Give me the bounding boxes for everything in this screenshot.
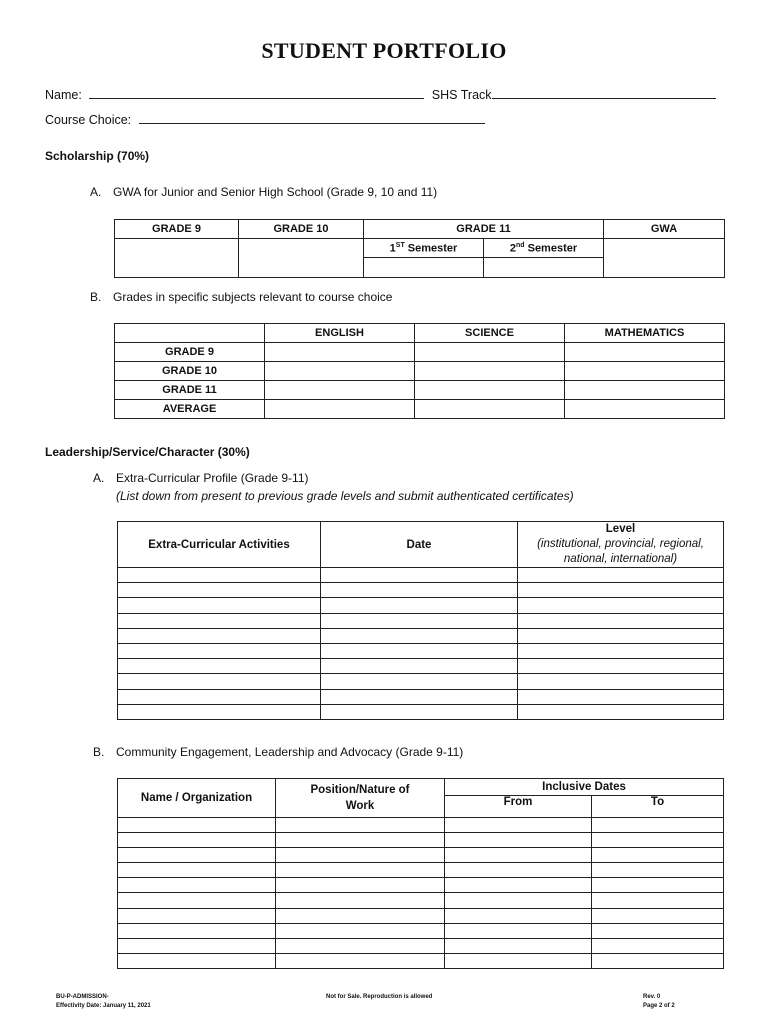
gwa-section-letter: A. xyxy=(90,185,102,199)
extracurricular-cell[interactable] xyxy=(518,704,724,719)
extracurricular-col-level-note: (institutional, provincial, regional, national, international) xyxy=(537,538,704,565)
community-cell[interactable] xyxy=(592,938,724,953)
scholarship-heading: Scholarship (70%) xyxy=(45,149,150,163)
extracurricular-cell[interactable] xyxy=(518,689,724,704)
community-cell[interactable] xyxy=(118,953,276,968)
community-row xyxy=(118,848,724,863)
subjects-cell[interactable] xyxy=(265,400,415,419)
subjects-cell[interactable] xyxy=(265,381,415,400)
community-row xyxy=(118,893,724,908)
subjects-row-label: GRADE 9 xyxy=(115,343,265,362)
community-cell[interactable] xyxy=(118,893,276,908)
extracurricular-cell[interactable] xyxy=(321,583,518,598)
community-cell[interactable] xyxy=(445,833,592,848)
community-cell[interactable] xyxy=(592,923,724,938)
subjects-corner-cell xyxy=(115,324,265,343)
extracurricular-cell[interactable] xyxy=(118,598,321,613)
extracurricular-cell[interactable] xyxy=(518,628,724,643)
shs-track-label: SHS Track xyxy=(431,88,492,102)
extracurricular-cell[interactable] xyxy=(321,674,518,689)
gwa-section-title xyxy=(90,185,437,199)
community-row xyxy=(118,923,724,938)
name-label: Name: xyxy=(45,88,82,102)
extracurricular-col-activities: Extra-Curricular Activities xyxy=(118,522,321,568)
subjects-cell[interactable] xyxy=(565,400,725,419)
extracurricular-section-title xyxy=(93,471,309,485)
community-cell[interactable] xyxy=(445,848,592,863)
community-row xyxy=(118,908,724,923)
extracurricular-cell[interactable] xyxy=(321,704,518,719)
extracurricular-row xyxy=(118,628,724,643)
community-row xyxy=(118,818,724,833)
extracurricular-section-text: Extra-Curricular Profile (Grade 9-11) xyxy=(116,471,309,485)
subjects-cell[interactable] xyxy=(415,400,565,419)
extracurricular-rows xyxy=(118,568,724,720)
extracurricular-cell[interactable] xyxy=(321,643,518,658)
gwa-col-sem2: 2nd Semester xyxy=(484,239,604,258)
subjects-col-english: ENGLISH xyxy=(265,324,415,343)
gwa-col-grade10: GRADE 10 xyxy=(239,220,364,239)
footer-revision: Rev. 0 xyxy=(643,994,661,1000)
subjects-cell[interactable] xyxy=(415,362,565,381)
community-cell[interactable] xyxy=(276,818,445,833)
subjects-col-science: SCIENCE xyxy=(415,324,565,343)
extracurricular-cell[interactable] xyxy=(118,674,321,689)
subjects-section-title xyxy=(90,290,392,304)
community-cell[interactable] xyxy=(445,923,592,938)
gwa-col-gwa: GWA xyxy=(604,220,725,239)
leadership-heading: Leadership/Service/Character (30%) xyxy=(45,445,250,459)
community-rows xyxy=(118,818,724,969)
subjects-cell[interactable] xyxy=(415,343,565,362)
extracurricular-row xyxy=(118,643,724,658)
subjects-row-label: GRADE 10 xyxy=(115,362,265,381)
course-choice-label: Course Choice: xyxy=(45,113,132,127)
community-cell[interactable] xyxy=(445,818,592,833)
extracurricular-col-date: Date xyxy=(321,522,518,568)
gwa-cell-gwa[interactable] xyxy=(604,239,725,278)
extracurricular-section-letter: A. xyxy=(93,471,105,485)
extracurricular-cell[interactable] xyxy=(118,659,321,674)
extracurricular-cell[interactable] xyxy=(518,613,724,628)
community-cell[interactable] xyxy=(592,863,724,878)
extracurricular-row xyxy=(118,704,724,719)
subjects-cell[interactable] xyxy=(565,343,725,362)
shs-track-field[interactable] xyxy=(492,87,716,99)
gwa-cell-sem2[interactable] xyxy=(484,258,604,278)
community-section-text: Community Engagement, Leadership and Advocacy (Grade 9-11) xyxy=(116,745,464,759)
community-cell[interactable] xyxy=(118,923,276,938)
community-cell[interactable] xyxy=(592,893,724,908)
name-field[interactable] xyxy=(89,87,424,99)
community-col-from: From xyxy=(445,796,592,818)
community-cell[interactable] xyxy=(445,863,592,878)
extracurricular-cell[interactable] xyxy=(518,568,724,583)
subjects-section-letter: B. xyxy=(90,290,102,304)
extracurricular-row xyxy=(118,689,724,704)
community-cell[interactable] xyxy=(118,878,276,893)
extracurricular-cell[interactable] xyxy=(518,659,724,674)
page-title: STUDENT PORTFOLIO xyxy=(261,38,507,63)
subjects-col-mathematics: MATHEMATICS xyxy=(565,324,725,343)
community-cell[interactable] xyxy=(592,908,724,923)
community-cell[interactable] xyxy=(276,833,445,848)
extracurricular-row xyxy=(118,568,724,583)
community-cell[interactable] xyxy=(592,818,724,833)
extracurricular-cell[interactable] xyxy=(518,583,724,598)
community-cell[interactable] xyxy=(445,893,592,908)
extracurricular-cell[interactable] xyxy=(118,583,321,598)
community-cell[interactable] xyxy=(118,863,276,878)
community-cell[interactable] xyxy=(276,863,445,878)
extracurricular-cell[interactable] xyxy=(321,659,518,674)
extracurricular-table xyxy=(117,521,724,720)
extracurricular-row xyxy=(118,583,724,598)
extracurricular-cell[interactable] xyxy=(518,643,724,658)
extracurricular-cell[interactable] xyxy=(518,674,724,689)
extracurricular-cell[interactable] xyxy=(118,689,321,704)
community-cell[interactable] xyxy=(276,953,445,968)
extracurricular-note: (List down from present to previous grade levels and submit authenticated certificates) xyxy=(116,489,574,503)
community-row xyxy=(118,878,724,893)
subjects-section-text: Grades in specific subjects relevant to course choice xyxy=(113,290,393,304)
subjects-cell[interactable] xyxy=(265,362,415,381)
community-cell[interactable] xyxy=(445,878,592,893)
extracurricular-row xyxy=(118,659,724,674)
subjects-table xyxy=(114,323,725,419)
community-cell[interactable] xyxy=(118,848,276,863)
extracurricular-cell[interactable] xyxy=(118,704,321,719)
gwa-col-sem1: 1ST Semester xyxy=(364,239,484,258)
community-row xyxy=(118,953,724,968)
community-row xyxy=(118,863,724,878)
community-section-letter: B. xyxy=(93,745,105,759)
subjects-row-label: GRADE 11 xyxy=(115,381,265,400)
community-section-title xyxy=(93,745,463,759)
extracurricular-cell[interactable] xyxy=(118,628,321,643)
community-cell[interactable] xyxy=(445,908,592,923)
extracurricular-cell[interactable] xyxy=(518,598,724,613)
community-col-name: Name / Organization xyxy=(118,779,276,818)
community-cell[interactable] xyxy=(592,953,724,968)
extracurricular-cell[interactable] xyxy=(321,613,518,628)
community-cell[interactable] xyxy=(592,848,724,863)
community-table xyxy=(117,778,724,969)
community-row xyxy=(118,833,724,848)
footer-effectivity: Effectivity Date: January 11, 2021 xyxy=(56,1003,151,1009)
community-cell[interactable] xyxy=(445,953,592,968)
subjects-cell[interactable] xyxy=(265,343,415,362)
extracurricular-col-level xyxy=(518,522,724,568)
extracurricular-cell[interactable] xyxy=(118,643,321,658)
community-cell[interactable] xyxy=(276,848,445,863)
community-cell[interactable] xyxy=(445,938,592,953)
extracurricular-cell[interactable] xyxy=(321,628,518,643)
community-cell[interactable] xyxy=(276,908,445,923)
footer-form-code: BU-P-ADMISSION- xyxy=(56,994,109,1000)
community-cell[interactable] xyxy=(118,938,276,953)
course-choice-row xyxy=(45,112,725,127)
extracurricular-cell[interactable] xyxy=(321,598,518,613)
community-cell[interactable] xyxy=(276,938,445,953)
course-choice-field[interactable] xyxy=(139,112,485,124)
community-cell[interactable] xyxy=(276,878,445,893)
community-cell[interactable] xyxy=(276,923,445,938)
community-cell[interactable] xyxy=(592,878,724,893)
community-col-to: To xyxy=(592,796,724,818)
gwa-cell-grade10[interactable] xyxy=(239,239,364,278)
footer-page: Page 2 of 2 xyxy=(643,1003,675,1009)
community-col-dates: Inclusive Dates xyxy=(445,779,724,796)
footer-notice: Not for Sale. Reproduction is allowed xyxy=(326,994,433,1000)
extracurricular-row xyxy=(118,613,724,628)
community-col-position: Position/Nature of Work xyxy=(276,779,445,818)
community-row xyxy=(118,938,724,953)
subjects-cell[interactable] xyxy=(415,381,565,400)
subjects-cell[interactable] xyxy=(565,362,725,381)
gwa-section-text: GWA for Junior and Senior High School (Grade 9, 10 and 11) xyxy=(113,185,438,199)
subjects-cell[interactable] xyxy=(565,381,725,400)
extracurricular-cell[interactable] xyxy=(321,568,518,583)
subjects-row-label: AVERAGE xyxy=(115,400,265,419)
extracurricular-cell[interactable] xyxy=(118,568,321,583)
community-cell[interactable] xyxy=(592,833,724,848)
community-cell[interactable] xyxy=(276,893,445,908)
gwa-cell-grade9[interactable] xyxy=(115,239,239,278)
gwa-cell-sem1[interactable] xyxy=(364,258,484,278)
gwa-col-grade9: GRADE 9 xyxy=(115,220,239,239)
gwa-col-grade11: GRADE 11 xyxy=(364,220,604,239)
extracurricular-col-level-title: Level xyxy=(605,523,636,535)
gwa-table xyxy=(114,219,725,278)
extracurricular-row xyxy=(118,598,724,613)
extracurricular-row xyxy=(118,674,724,689)
extracurricular-cell[interactable] xyxy=(118,613,321,628)
extracurricular-cell[interactable] xyxy=(321,689,518,704)
name-row xyxy=(45,87,725,102)
community-cell[interactable] xyxy=(118,833,276,848)
community-cell[interactable] xyxy=(118,908,276,923)
community-cell[interactable] xyxy=(118,818,276,833)
